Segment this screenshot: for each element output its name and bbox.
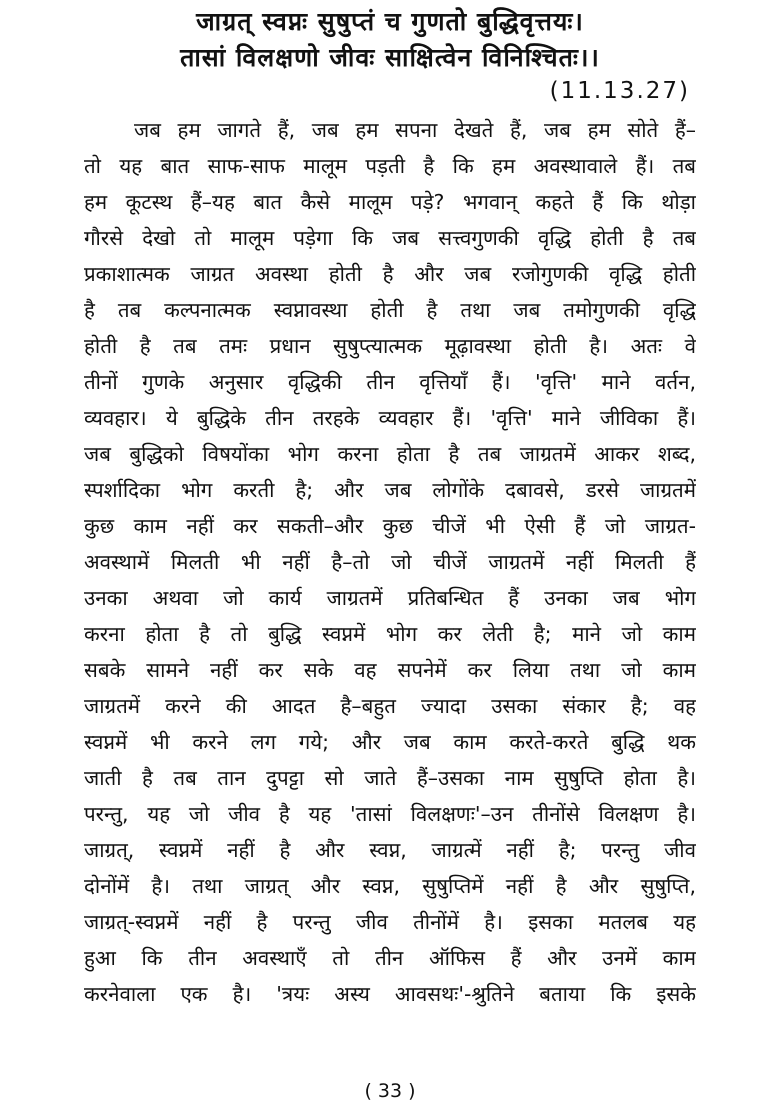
text-line: है तब कल्पनात्मक स्वप्नावस्था होती है तथा जब तमोगुणकी वृद्धि [84, 298, 696, 322]
text-line: परन्तु, यह जो जीव है यह 'तासां विलक्षणः'–उन तीनोंसे विलक्षण है। [84, 802, 696, 826]
text-line: जाग्रत्-स्वप्नमें नहीं है परन्तु जीव तीनोंमें है। इसका मतलब यह [84, 910, 696, 934]
text-line: दोनोंमें है। तथा जाग्रत् और स्वप्न, सुषुप्तिमें नहीं है और सुषुप्ति, [84, 874, 696, 898]
page-number: ( 33 ) [364, 1080, 416, 1102]
text-line: स्वप्नमें भी करने लग गये; और जब काम करते-करते बुद्धि थक [84, 730, 696, 754]
text-line: हम कूटस्थ हैं–यह बात कैसे मालूम पड़े? भगवान् कहते हैं कि थोड़ा [84, 190, 696, 214]
text-line: करना होता है तो बुद्धि स्वप्नमें भोग कर लेती है; माने जो काम [84, 622, 696, 646]
verse-line-1: जाग्रत् स्वप्नः सुषुप्तं च गुणतो बुद्धिवृत्तयः। [196, 7, 584, 36]
text-line: जाती है तब तान दुपट्टा सो जाते हैं–उसका नाम सुषुप्ति होता है। [84, 766, 696, 790]
text-line: व्यवहार। ये बुद्धिके तीन तरहके व्यवहार हैं। 'वृत्ति' माने जीविका हैं। [84, 406, 696, 430]
verse-line-2: तासां विलक्षणो जीवः साक्षित्वेन विनिश्चितः।। [180, 43, 600, 72]
text-line: करनेवाला एक है। 'त्रयः अस्य आवसथः'-श्रुतिने बताया कि इसके [84, 982, 696, 1006]
text-line: जब बुद्धिको विषयोंका भोग करना होता है तब जाग्रतमें आकर शब्द, [84, 442, 696, 466]
text-line: गौरसे देखो तो मालूम पड़ेगा कि जब सत्त्वगुणकी वृद्धि होती है तब [84, 226, 696, 250]
text-line: कुछ काम नहीं कर सकती–और कुछ चीजें भी ऐसी हैं जो जाग्रत- [84, 514, 696, 538]
text-line: तो यह बात साफ-साफ मालूम पड़ती है कि हम अवस्थावाले हैं। तब [84, 154, 696, 178]
text-line: स्पर्शादिका भोग करती है; और जब लोगोंके दबावसे, डरसे जाग्रतमें [84, 478, 696, 502]
text-line: तीनों गुणके अनुसार वृद्धिकी तीन वृत्तियाँ हैं। 'वृत्ति' माने वर्तन, [84, 370, 696, 394]
text-line: होती है तब तमः प्रधान सुषुप्त्यात्मक मूढ़ावस्था होती है। अतः वे [84, 334, 696, 358]
text-line: प्रकाशात्मक जाग्रत अवस्था होती है और जब रजोगुणकी वृद्धि होती [84, 262, 696, 286]
text-line: जब हम जागते हैं, जब हम सपना देखते हैं, जब हम सोते हैं– [134, 118, 696, 142]
text-line: अवस्थामें मिलती भी नहीं है–तो जो चीजें जाग्रतमें नहीं मिलती हैं [84, 550, 696, 574]
text-line: जाग्रत्, स्वप्नमें नहीं है और स्वप्न, जाग्रत्में नहीं है; परन्तु जीव [84, 838, 696, 862]
text-line: जाग्रतमें करने की आदत है–बहुत ज्यादा उसका संकार है; वह [84, 694, 696, 718]
text-line: सबके सामने नहीं कर सके वह सपनेमें कर लिया तथा जो काम [84, 658, 696, 682]
verse-reference: (11.13.27) [549, 78, 690, 104]
text-line: उनका अथवा जो कार्य जाग्रतमें प्रतिबन्धित हैं उनका जब भोग [84, 586, 696, 610]
commentary-paragraph [84, 112, 696, 1012]
text-line: हुआ कि तीन अवस्थाएँ तो तीन ऑफिस हैं और उनमें काम [84, 946, 696, 970]
